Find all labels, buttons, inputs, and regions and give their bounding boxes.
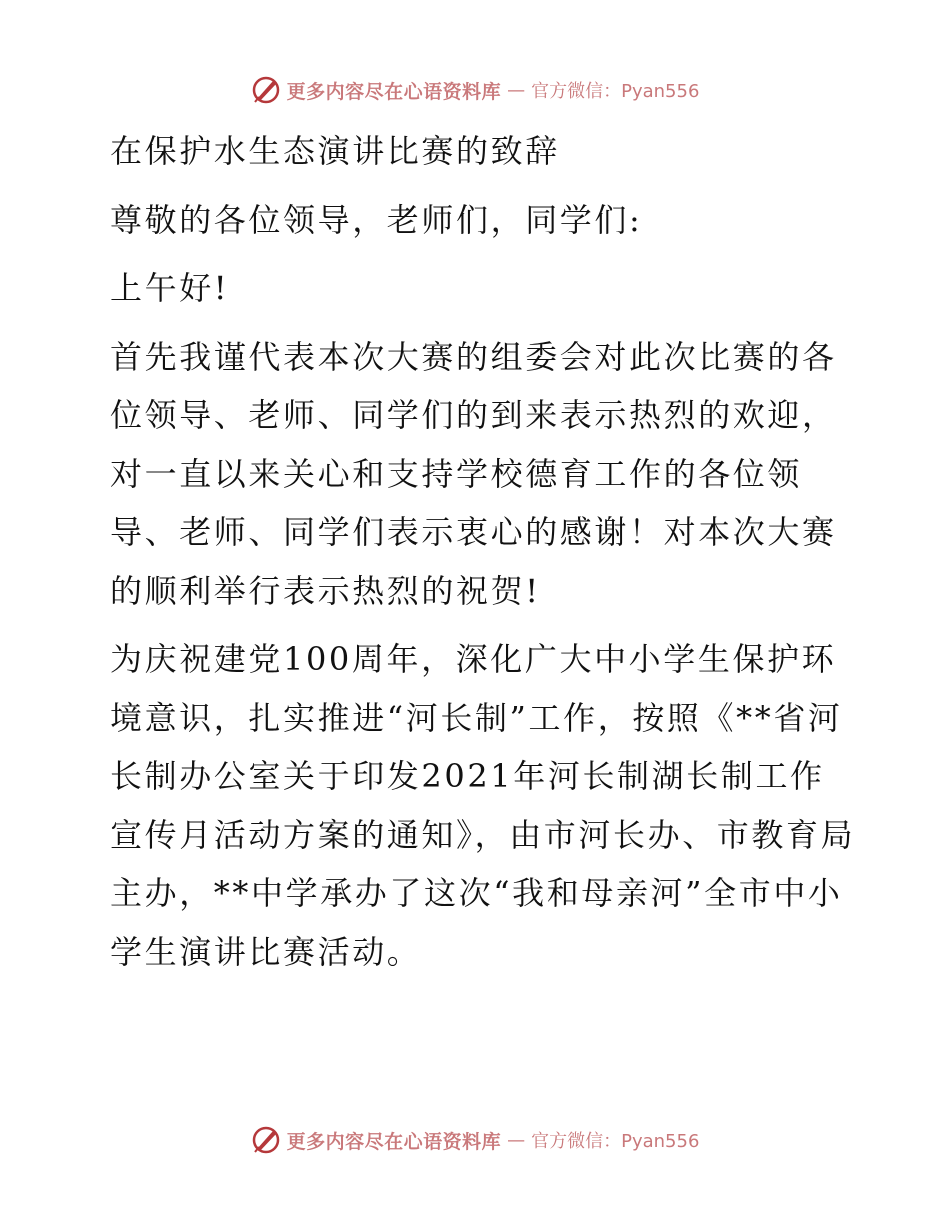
greeting: 上午好! — [110, 269, 230, 307]
watermark-contact: 官方微信：Pyan556 — [531, 1131, 700, 1152]
header-watermark — [0, 70, 950, 110]
footer-watermark — [0, 1120, 950, 1160]
quill-logo-icon — [251, 1125, 281, 1155]
document-body — [98, 122, 858, 981]
watermark-brand: 更多内容尽在心语资料库 — [286, 1130, 502, 1153]
watermark-contact: 官方微信：Pyan556 — [531, 81, 700, 102]
watermark-separator: — — [507, 79, 526, 101]
paragraph-2: 为庆祝建党100周年，深化广大中小学生保护环境意识，扎实推进“河长制”工作，按照《**省河长制办公室关于印发2021年河长制湖长制工作宣传月活动方案的通知》，由市河长办、市教育局主办，**中学承办了这次“我和母亲河”全市中小学生演讲比赛活动。 — [110, 640, 856, 971]
watermark-brand: 更多内容尽在心语资料库 — [286, 80, 502, 103]
watermark-separator: — — [507, 1129, 526, 1151]
salutation: 尊敬的各位领导，老师们，同学们: — [110, 200, 643, 239]
paragraph-1: 首先我谨代表本次大赛的组委会对此次比赛的各位领导、老师、同学们的到来表示热烈的欢迎，对一直以来关心和支持学校德育工作的各位领导、老师、同学们表示衷心的感谢！对本次大赛的顺利举行表示热烈的祝贺! — [110, 337, 837, 610]
document-title: 在保护水生态演讲比赛的致辞 — [110, 132, 560, 170]
quill-logo-icon — [251, 75, 281, 105]
